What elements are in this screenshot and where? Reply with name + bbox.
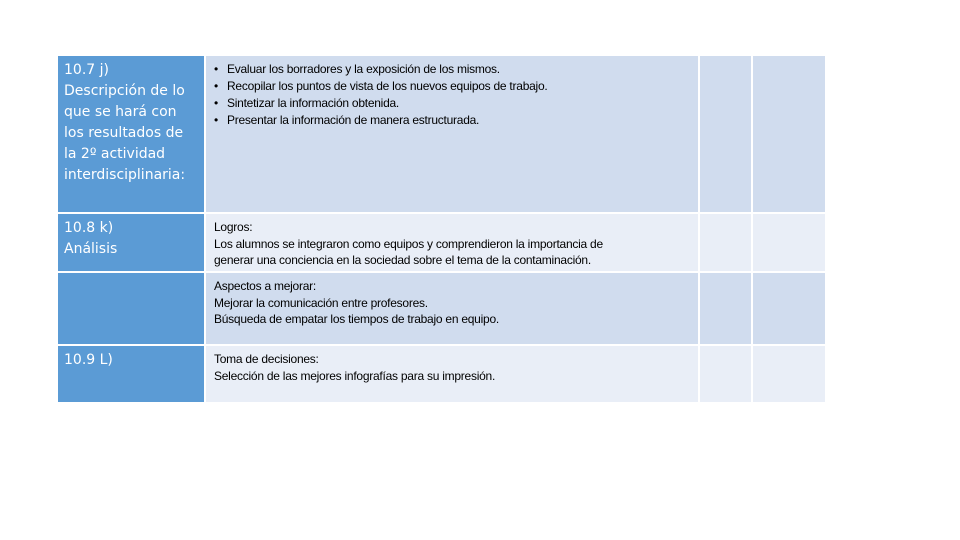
- row-content-decisiones: [206, 346, 700, 404]
- text-line: Los alumnos se integraron como equipos y comprendieron la importancia de: [214, 236, 603, 251]
- row-content-aspectos: [206, 273, 700, 346]
- table-row: [58, 346, 825, 404]
- text-line: Selección de las mejores infografías para su impresión.: [214, 368, 496, 383]
- row-content-10-7: [206, 56, 700, 214]
- table-row: [58, 214, 825, 273]
- section-title: Aspectos a mejorar:: [214, 279, 316, 293]
- text-line: Búsqueda de empatar los tiempos de trabajo en equipo.: [214, 312, 499, 326]
- activity-table: [58, 56, 825, 404]
- row-header-10-9: 10.9 L): [58, 346, 206, 404]
- text-line: generar una conciencia en la sociedad sobre el tema de la contaminación.: [214, 253, 591, 267]
- row-header-empty: [58, 273, 206, 346]
- section-title: Logros:: [214, 220, 253, 234]
- empty-cell: [753, 56, 825, 214]
- bullet-icon: •: [214, 62, 218, 76]
- list-item: • Recopilar los puntos de vista de los nuevos equipos de trabajo.: [214, 79, 548, 93]
- section-title: Toma de decisiones:: [214, 352, 319, 366]
- empty-cell: [753, 214, 825, 273]
- row-header-10-8: 10.8 k) Análisis: [58, 214, 206, 273]
- bullet-icon: •: [214, 96, 218, 110]
- text-line: Mejorar la comunicación entre profesores.: [214, 295, 428, 310]
- empty-cell: [700, 273, 753, 346]
- empty-cell: [700, 56, 753, 214]
- empty-cell: [753, 346, 825, 404]
- empty-cell: [753, 273, 825, 346]
- empty-cell: [700, 346, 753, 404]
- row-header-10-7: 10.7 j) Descripción de lo que se hará con los resultados de la 2º actividad interdisciplinaria:: [58, 56, 206, 214]
- bullet-list: [214, 61, 690, 129]
- table-row: [58, 56, 825, 214]
- empty-cell: [700, 214, 753, 273]
- list-item: • Presentar la información de manera estructurada.: [214, 113, 480, 127]
- bullet-icon: •: [214, 113, 218, 127]
- row-content-logros: [206, 214, 700, 273]
- list-item: • Sintetizar la información obtenida.: [214, 96, 400, 110]
- list-item: • Evaluar los borradores y la exposición de los mismos.: [214, 62, 500, 76]
- bullet-icon: •: [214, 79, 218, 93]
- table-row: [58, 273, 825, 346]
